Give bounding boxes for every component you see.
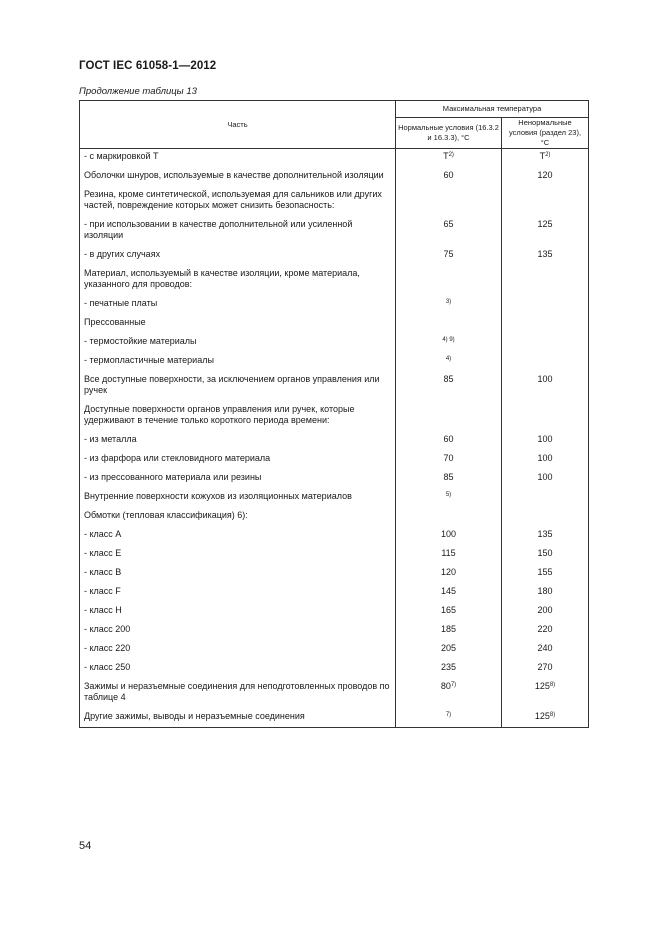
- cell-value: 100: [440, 529, 457, 539]
- table-row: [80, 526, 589, 545]
- table-row: [80, 507, 589, 526]
- footnote-ref: 8): [549, 712, 556, 718]
- cell-part: - класс А: [80, 526, 396, 545]
- cell-part: Материал, используемый в качестве изоляции, кроме материала, указанного для проводов:: [80, 265, 396, 295]
- cell-normal: [396, 431, 502, 450]
- cell-value: 125: [537, 219, 553, 229]
- table-row: [80, 488, 589, 507]
- cell-normal: [396, 678, 502, 708]
- cell-value: 60: [443, 170, 454, 180]
- cell-value: 100: [537, 374, 553, 384]
- cell-part: - из прессованного материала или резины: [80, 469, 396, 488]
- cell-value: 125: [534, 711, 550, 721]
- cell-normal: [396, 564, 502, 583]
- cell-part: Другие зажимы, выводы и неразъемные соединения: [80, 708, 396, 728]
- cell-value: 70: [443, 453, 454, 463]
- cell-part: - из металла: [80, 431, 396, 450]
- table-row: [80, 678, 589, 708]
- cell-normal: [396, 545, 502, 564]
- cell-abnormal: [502, 583, 589, 602]
- cell-part: - класс 200: [80, 621, 396, 640]
- cell-value: 135: [537, 249, 553, 259]
- cell-normal: [396, 469, 502, 488]
- table-row: [80, 265, 589, 295]
- cell-value: 270: [537, 662, 553, 672]
- cell-part: - класс 250: [80, 659, 396, 678]
- cell-part: Доступные поверхности органов управления или ручек, которые удерживают в течение только короткого периода времени:: [80, 401, 396, 431]
- cell-value: 125: [534, 681, 550, 691]
- footnote-ref: 8): [549, 682, 556, 688]
- cell-abnormal: [502, 488, 589, 507]
- cell-abnormal: [502, 450, 589, 469]
- cell-abnormal: [502, 371, 589, 401]
- cell-abnormal: [502, 526, 589, 545]
- cell-part: Все доступные поверхности, за исключением органов управления или ручек: [80, 371, 396, 401]
- cell-normal: [396, 602, 502, 621]
- footnote-ref: 5): [445, 492, 452, 498]
- cell-normal: [396, 488, 502, 507]
- table-row: [80, 186, 589, 216]
- cell-normal: [396, 314, 502, 333]
- table-row: [80, 602, 589, 621]
- cell-value: 180: [537, 586, 553, 596]
- cell-normal: [396, 186, 502, 216]
- cell-normal: [396, 401, 502, 431]
- header-part: Часть: [80, 101, 396, 149]
- cell-abnormal: [502, 469, 589, 488]
- temperature-table: [79, 100, 589, 728]
- cell-normal: [396, 167, 502, 186]
- cell-part: - термостойкие материалы: [80, 333, 396, 352]
- table-row: [80, 450, 589, 469]
- cell-abnormal: [502, 216, 589, 246]
- footnote-ref: 4): [445, 356, 452, 362]
- cell-part: - класс F: [80, 583, 396, 602]
- cell-normal: [396, 708, 502, 728]
- cell-part: Оболочки шнуров, используемые в качестве дополнительной изоляции: [80, 167, 396, 186]
- table-body: [80, 149, 589, 728]
- footnote-ref: 7): [450, 682, 457, 688]
- cell-part: - в других случаях: [80, 246, 396, 265]
- cell-value: 220: [537, 624, 553, 634]
- cell-value: 135: [537, 529, 553, 539]
- cell-abnormal: [502, 507, 589, 526]
- cell-part: Резина, кроме синтетической, используемая для сальников или других частей, повреждение которых может снизить безопасность:: [80, 186, 396, 216]
- cell-part: Прессованные: [80, 314, 396, 333]
- cell-part: - класс Е: [80, 545, 396, 564]
- page-number: 54: [79, 840, 92, 852]
- footnote-ref: 3): [445, 299, 452, 305]
- footnote-ref: 2): [448, 152, 454, 158]
- cell-abnormal: [502, 640, 589, 659]
- cell-part: - класс В: [80, 564, 396, 583]
- cell-part: Обмотки (тепловая классификация) 6):: [80, 507, 396, 526]
- cell-normal: [396, 246, 502, 265]
- cell-abnormal: [502, 564, 589, 583]
- cell-normal: [396, 333, 502, 352]
- cell-normal: [396, 371, 502, 401]
- footnote-ref: 7): [445, 712, 452, 718]
- cell-value: 80: [440, 681, 451, 691]
- cell-abnormal: [502, 708, 589, 728]
- cell-value: 165: [440, 605, 457, 615]
- cell-part: - класс 220: [80, 640, 396, 659]
- table-row: [80, 659, 589, 678]
- document-title: ГОСТ IEC 61058-1—2012: [79, 60, 217, 72]
- table-row: [80, 401, 589, 431]
- header-max-temperature: Максимальная температура: [396, 101, 589, 118]
- cell-value: 100: [537, 453, 553, 463]
- table-row: [80, 295, 589, 314]
- cell-part: Зажимы и неразъемные соединения для неподготовленных проводов по таблице 4: [80, 678, 396, 708]
- cell-abnormal: [502, 659, 589, 678]
- cell-normal: [396, 507, 502, 526]
- table-row: [80, 216, 589, 246]
- cell-part: - печатные платы: [80, 295, 396, 314]
- cell-normal: [396, 659, 502, 678]
- cell-normal: [396, 583, 502, 602]
- cell-part: - класс Н: [80, 602, 396, 621]
- cell-value: 240: [537, 643, 553, 653]
- cell-part: - с маркировкой Т: [80, 149, 396, 168]
- cell-abnormal: [502, 167, 589, 186]
- cell-value: 120: [537, 170, 553, 180]
- table-caption: Продолжение таблицы 13: [79, 86, 197, 97]
- table-row: [80, 621, 589, 640]
- cell-value: 75: [443, 249, 454, 259]
- table-row: [80, 352, 589, 371]
- cell-value: 100: [537, 472, 553, 482]
- cell-abnormal: [502, 295, 589, 314]
- cell-abnormal: [502, 545, 589, 564]
- cell-abnormal: [502, 401, 589, 431]
- cell-abnormal: [502, 246, 589, 265]
- cell-value: 65: [443, 219, 454, 229]
- cell-abnormal: [502, 314, 589, 333]
- cell-abnormal: [502, 352, 589, 371]
- cell-value: 115: [441, 548, 456, 558]
- cell-value: 235: [440, 662, 457, 672]
- cell-value: 85: [443, 374, 454, 384]
- table-row: [80, 371, 589, 401]
- table-row: [80, 333, 589, 352]
- table-row: [80, 564, 589, 583]
- cell-value: 120: [440, 567, 457, 577]
- table-row: [80, 469, 589, 488]
- cell-normal: [396, 640, 502, 659]
- cell-abnormal: [502, 149, 589, 168]
- cell-normal: [396, 450, 502, 469]
- table-row: [80, 149, 589, 168]
- cell-part: - термопластичные материалы: [80, 352, 396, 371]
- header-abnormal-conditions: Ненормальные условия (раздел 23), °С: [502, 118, 589, 149]
- table-row: [80, 314, 589, 333]
- cell-abnormal: [502, 621, 589, 640]
- cell-abnormal: [502, 186, 589, 216]
- table-row: [80, 167, 589, 186]
- cell-part: - при использовании в качестве дополнительной или усиленной изоляции: [80, 216, 396, 246]
- cell-abnormal: [502, 431, 589, 450]
- cell-normal: [396, 149, 502, 168]
- table-row: [80, 640, 589, 659]
- cell-abnormal: [502, 602, 589, 621]
- header-normal-conditions: Нормальные условия (16.3.2 и 16.3.3), °С: [396, 118, 502, 149]
- cell-value: 85: [443, 472, 454, 482]
- cell-part: - из фарфора или стекловидного материала: [80, 450, 396, 469]
- cell-value: Т: [443, 151, 449, 161]
- cell-abnormal: [502, 678, 589, 708]
- cell-value: 60: [443, 434, 454, 444]
- cell-value: 205: [440, 643, 457, 653]
- cell-value: 155: [537, 567, 553, 577]
- cell-normal: [396, 216, 502, 246]
- cell-value: 150: [537, 548, 553, 558]
- cell-value: 185: [440, 624, 457, 634]
- cell-normal: [396, 352, 502, 371]
- table-row: [80, 246, 589, 265]
- cell-value: 100: [537, 434, 553, 444]
- cell-value: 200: [537, 605, 553, 615]
- cell-normal: [396, 526, 502, 545]
- cell-value: Т: [539, 151, 546, 161]
- table-row: [80, 545, 589, 564]
- cell-abnormal: [502, 333, 589, 352]
- table-row: [80, 708, 589, 728]
- cell-abnormal: [502, 265, 589, 295]
- cell-normal: [396, 621, 502, 640]
- cell-value: 145: [440, 586, 457, 596]
- cell-normal: [396, 295, 502, 314]
- table-row: [80, 583, 589, 602]
- footnote-ref: 4) 9): [442, 337, 455, 343]
- cell-normal: [396, 265, 502, 295]
- footnote-ref: 2): [545, 152, 551, 158]
- cell-part: Внутренние поверхности кожухов из изоляционных материалов: [80, 488, 396, 507]
- table-row: [80, 431, 589, 450]
